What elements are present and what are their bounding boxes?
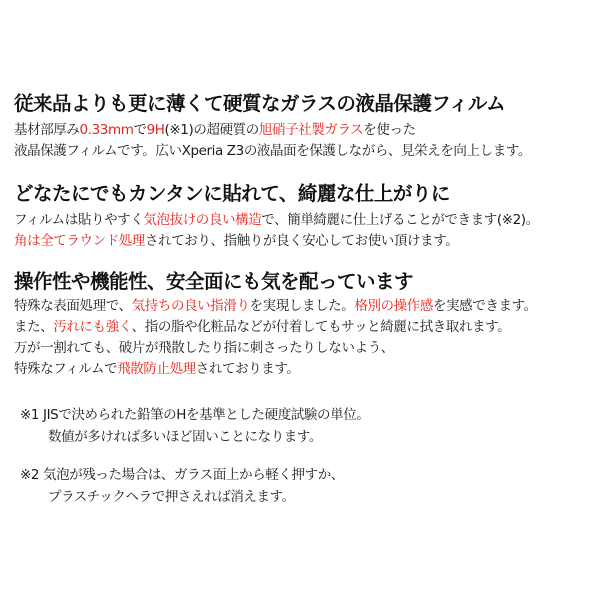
body-line xyxy=(14,231,594,252)
highlight-operation-feel: 格別の操作感 xyxy=(354,298,433,314)
text-run: されております。 xyxy=(195,361,300,377)
section-easy-apply xyxy=(14,182,594,252)
section-body xyxy=(14,120,594,162)
footnote-label: ※1 xyxy=(20,407,40,423)
body-line xyxy=(14,141,594,162)
text-run: 万が一割れても、破片が飛散したり指に刺さったりしないよう、 xyxy=(14,340,394,356)
body-line xyxy=(14,317,594,338)
highlight-shatter-proof: 飛散防止処理 xyxy=(117,361,196,377)
highlight-round-corners: 角は全てラウンド処理 xyxy=(14,233,145,249)
text-run: (※1)の超硬質の xyxy=(164,122,259,138)
highlight-stain-resistant: 汚れにも強く xyxy=(53,319,132,335)
text-run: で、簡単綺麗に仕上げることができます(※2)。 xyxy=(261,212,539,228)
body-line xyxy=(14,120,594,141)
highlight-bubble-structure: 気泡抜けの良い構造 xyxy=(143,212,262,228)
footnote-line xyxy=(20,426,590,448)
footnote-text: 気泡が残った場合は、ガラス面上から軽く押すか、 xyxy=(43,467,344,483)
section-heading: 従来品よりも更に薄くて硬質なガラスの液晶保護フィルム xyxy=(14,92,506,115)
footnote-2 xyxy=(20,464,590,508)
text-run: フィルムは貼りやすく xyxy=(14,212,144,228)
text-run: を実現しました。 xyxy=(249,298,355,314)
highlight-glass-maker: 旭硝子社製ガラス xyxy=(258,122,364,138)
text-run: 液晶保護フィルムです。広いXperia Z3の液晶面を保護しながら、見栄えを向上します。 xyxy=(14,143,531,159)
body-line xyxy=(14,210,594,231)
text-run: また、 xyxy=(14,319,54,335)
text-run: 基材部厚み xyxy=(14,122,80,138)
footnote-label: ※2 xyxy=(20,467,40,483)
text-run: を使った xyxy=(363,122,416,138)
highlight-hardness: 9H xyxy=(146,122,165,138)
highlight-smooth-touch: 気持ちの良い指滑り xyxy=(131,298,250,314)
footnote-text: JISで決められた鉛筆のHを基準とした硬度試験の単位。 xyxy=(43,407,370,423)
text-run: 特殊なフィルムで xyxy=(14,361,118,377)
text-run: されており、指触りが良く安心してお使い頂けます。 xyxy=(145,233,459,249)
footnote-line xyxy=(20,404,590,426)
section-heading: どなたにでもカンタンに貼れて、綺麗な仕上がりに xyxy=(14,182,450,205)
section-usability xyxy=(14,270,594,380)
section-body xyxy=(14,210,594,252)
footnote-text: プラスチックヘラで押さえれば消えます。 xyxy=(48,489,295,505)
text-run: 、指の脂や化粧品などが付着してもサッと綺麗に拭き取れます。 xyxy=(131,319,511,335)
body-line xyxy=(14,359,594,380)
body-line xyxy=(14,296,594,317)
section-body xyxy=(14,296,594,380)
text-run: 特殊な表面処理で、 xyxy=(14,298,132,314)
body-line xyxy=(14,338,594,359)
section-heading: 操作性や機能性、安全面にも気を配っています xyxy=(14,270,414,293)
text-run: で xyxy=(133,122,147,138)
text-run: を実感できます。 xyxy=(432,298,537,314)
footnote-text: 数値が多ければ多いほど固いことになります。 xyxy=(48,429,323,445)
footnote-1 xyxy=(20,404,590,448)
section-glass-film xyxy=(14,92,594,162)
footnote-line xyxy=(20,486,590,508)
footnote-line xyxy=(20,464,590,486)
highlight-thickness: 0.33mm xyxy=(79,122,134,138)
